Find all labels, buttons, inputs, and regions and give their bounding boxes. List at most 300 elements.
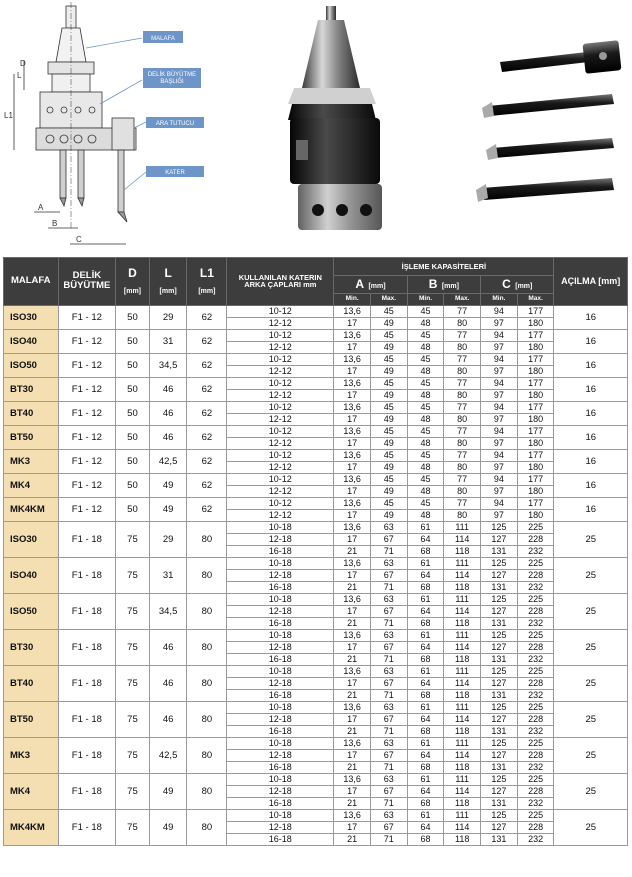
cell-malafa: BT30 xyxy=(4,377,59,401)
cell-c-max: 228 xyxy=(517,821,554,833)
cell-malafa: BT40 xyxy=(4,401,59,425)
cell-a-max: 67 xyxy=(370,749,407,761)
cell-b-max: 118 xyxy=(444,797,481,809)
header-isleme-kapasiteleri: İŞLEME KAPASİTELERİ xyxy=(334,258,554,276)
cell-c-min: 131 xyxy=(481,725,518,737)
cell-c-min: 127 xyxy=(481,713,518,725)
cell-acilma: 25 xyxy=(554,773,628,809)
cell-b-max: 118 xyxy=(444,833,481,845)
cell-a-min: 17 xyxy=(334,569,371,581)
cell-b-min: 45 xyxy=(407,377,444,389)
table-row xyxy=(4,305,628,317)
cell-a-max: 67 xyxy=(370,641,407,653)
cell-c-min: 131 xyxy=(481,581,518,593)
cell-delik-buyutme: F1 - 18 xyxy=(58,773,116,809)
cell-l1: 62 xyxy=(187,377,227,401)
cell-malafa: BT40 xyxy=(4,665,59,701)
cell-c-min: 94 xyxy=(481,473,518,485)
cell-acilma: 25 xyxy=(554,701,628,737)
cell-a-min: 13,6 xyxy=(334,425,371,437)
dim-label-b: B xyxy=(52,219,58,228)
cell-a-max: 63 xyxy=(370,809,407,821)
cell-kater-cap: 10-18 xyxy=(227,737,334,749)
cell-b-max: 77 xyxy=(444,305,481,317)
cell-c-min: 97 xyxy=(481,341,518,353)
cell-b-max: 111 xyxy=(444,629,481,641)
cell-l1: 62 xyxy=(187,425,227,449)
cell-a-min: 13,6 xyxy=(334,377,371,389)
cell-a-max: 67 xyxy=(370,569,407,581)
cell-c-min: 94 xyxy=(481,401,518,413)
cell-a-min: 21 xyxy=(334,725,371,737)
cell-c-max: 177 xyxy=(517,377,554,389)
cell-c-min: 97 xyxy=(481,437,518,449)
cell-kater-cap: 12-12 xyxy=(227,365,334,377)
cell-a-max: 63 xyxy=(370,557,407,569)
cell-d: 75 xyxy=(116,737,150,773)
cell-kater-cap: 10-18 xyxy=(227,629,334,641)
cell-b-max: 77 xyxy=(444,329,481,341)
header-l xyxy=(149,258,187,306)
cell-acilma: 16 xyxy=(554,353,628,377)
table-row xyxy=(4,401,628,413)
table-row xyxy=(4,497,628,509)
cell-b-min: 68 xyxy=(407,725,444,737)
cell-b-min: 45 xyxy=(407,329,444,341)
cell-c-min: 127 xyxy=(481,641,518,653)
cell-a-max: 71 xyxy=(370,653,407,665)
cell-a-min: 17 xyxy=(334,533,371,545)
header-c-min: Min. xyxy=(481,293,518,305)
cell-c-max: 180 xyxy=(517,461,554,473)
cell-c-min: 97 xyxy=(481,317,518,329)
cell-c-max: 177 xyxy=(517,353,554,365)
callout-delik-buyutme-text: DELİK BÜYÜTME BAŞLIĞI xyxy=(147,72,197,85)
cell-c-max: 228 xyxy=(517,749,554,761)
cell-c-min: 125 xyxy=(481,557,518,569)
cell-b-max: 111 xyxy=(444,773,481,785)
header-d-label: D xyxy=(128,265,137,280)
header-acilma: AÇILMA [mm] xyxy=(554,258,628,306)
cell-a-min: 21 xyxy=(334,653,371,665)
cell-c-min: 97 xyxy=(481,413,518,425)
cell-c-max: 232 xyxy=(517,797,554,809)
cell-a-min: 17 xyxy=(334,485,371,497)
cell-delik-buyutme: F1 - 18 xyxy=(58,665,116,701)
header-b-max: Max. xyxy=(444,293,481,305)
cell-c-min: 127 xyxy=(481,569,518,581)
cell-acilma: 16 xyxy=(554,449,628,473)
cell-a-max: 49 xyxy=(370,317,407,329)
cell-b-min: 48 xyxy=(407,317,444,329)
cell-d: 50 xyxy=(116,401,150,425)
table-row xyxy=(4,521,628,533)
cell-c-max: 232 xyxy=(517,653,554,665)
cell-a-max: 71 xyxy=(370,545,407,557)
cell-b-min: 61 xyxy=(407,629,444,641)
cell-c-min: 127 xyxy=(481,605,518,617)
cell-c-min: 125 xyxy=(481,629,518,641)
cell-c-max: 180 xyxy=(517,365,554,377)
cell-b-min: 64 xyxy=(407,785,444,797)
cell-a-min: 17 xyxy=(334,461,371,473)
cell-l: 42,5 xyxy=(149,449,187,473)
callout-ara-tutucu xyxy=(146,117,204,128)
cell-l: 29 xyxy=(149,521,187,557)
cell-a-max: 45 xyxy=(370,497,407,509)
header-l1-label: L1 xyxy=(199,265,214,280)
cell-c-max: 232 xyxy=(517,617,554,629)
cell-b-max: 111 xyxy=(444,737,481,749)
cell-b-max: 77 xyxy=(444,377,481,389)
cell-b-max: 80 xyxy=(444,437,481,449)
cell-b-max: 114 xyxy=(444,821,481,833)
cell-a-max: 45 xyxy=(370,329,407,341)
cell-delik-buyutme: F1 - 12 xyxy=(58,473,116,497)
cell-a-min: 13,6 xyxy=(334,353,371,365)
cell-c-min: 125 xyxy=(481,737,518,749)
cell-a-max: 67 xyxy=(370,677,407,689)
cell-a-min: 17 xyxy=(334,713,371,725)
cell-c-max: 232 xyxy=(517,581,554,593)
callout-malafa-text: MALAFA xyxy=(151,36,175,42)
dim-label-a: A xyxy=(38,203,44,212)
cell-a-min: 13,6 xyxy=(334,449,371,461)
cell-delik-buyutme: F1 - 18 xyxy=(58,809,116,845)
header-delik-buyutme: DELİK BÜYÜTME xyxy=(58,258,116,306)
cell-b-min: 48 xyxy=(407,509,444,521)
cell-b-max: 80 xyxy=(444,341,481,353)
header-c-unit: [mm] xyxy=(515,283,533,290)
cell-delik-buyutme: F1 - 12 xyxy=(58,449,116,473)
cell-b-min: 48 xyxy=(407,461,444,473)
cell-kater-cap: 12-18 xyxy=(227,641,334,653)
cell-a-min: 13,6 xyxy=(334,497,371,509)
cell-kater-cap: 10-18 xyxy=(227,557,334,569)
cell-l: 46 xyxy=(149,629,187,665)
cell-c-min: 131 xyxy=(481,617,518,629)
cell-b-max: 114 xyxy=(444,749,481,761)
cell-delik-buyutme: F1 - 12 xyxy=(58,425,116,449)
callout-kater xyxy=(146,166,204,177)
header-a-min: Min. xyxy=(334,293,371,305)
cell-c-max: 177 xyxy=(517,329,554,341)
cell-b-max: 111 xyxy=(444,701,481,713)
cell-a-max: 45 xyxy=(370,425,407,437)
cell-l: 46 xyxy=(149,665,187,701)
cell-a-max: 63 xyxy=(370,665,407,677)
table-row xyxy=(4,593,628,605)
cell-b-min: 45 xyxy=(407,497,444,509)
cell-a-max: 63 xyxy=(370,521,407,533)
cell-c-max: 180 xyxy=(517,437,554,449)
cell-acilma: 25 xyxy=(554,809,628,845)
cell-acilma: 16 xyxy=(554,329,628,353)
cell-c-max: 228 xyxy=(517,533,554,545)
cell-kater-cap: 12-18 xyxy=(227,713,334,725)
cell-malafa: ISO30 xyxy=(4,521,59,557)
dim-label-d: D xyxy=(20,59,26,68)
cell-c-max: 180 xyxy=(517,317,554,329)
cell-kater-cap: 16-18 xyxy=(227,725,334,737)
header-l1 xyxy=(187,258,227,306)
cell-b-max: 114 xyxy=(444,713,481,725)
cell-l1: 62 xyxy=(187,305,227,329)
cell-b-min: 68 xyxy=(407,581,444,593)
cell-l: 49 xyxy=(149,497,187,521)
cell-b-min: 61 xyxy=(407,773,444,785)
cell-b-max: 80 xyxy=(444,509,481,521)
cell-a-max: 67 xyxy=(370,605,407,617)
cell-d: 50 xyxy=(116,329,150,353)
cell-a-max: 45 xyxy=(370,473,407,485)
cell-b-min: 64 xyxy=(407,749,444,761)
cell-b-max: 118 xyxy=(444,689,481,701)
cell-d: 75 xyxy=(116,773,150,809)
cell-acilma: 16 xyxy=(554,473,628,497)
cell-b-max: 77 xyxy=(444,473,481,485)
cell-c-min: 94 xyxy=(481,353,518,365)
cell-l1: 80 xyxy=(187,629,227,665)
cell-b-max: 80 xyxy=(444,317,481,329)
cell-l: 46 xyxy=(149,377,187,401)
cell-kater-cap: 12-18 xyxy=(227,677,334,689)
cell-kater-cap: 10-12 xyxy=(227,473,334,485)
header-l-unit: [mm] xyxy=(159,288,177,296)
cell-c-max: 180 xyxy=(517,341,554,353)
cell-d: 50 xyxy=(116,353,150,377)
cell-b-min: 48 xyxy=(407,413,444,425)
cell-b-max: 80 xyxy=(444,389,481,401)
cell-kater-cap: 12-18 xyxy=(227,785,334,797)
cell-delik-buyutme: F1 - 18 xyxy=(58,737,116,773)
cell-b-min: 48 xyxy=(407,341,444,353)
cell-c-max: 232 xyxy=(517,725,554,737)
cell-b-min: 45 xyxy=(407,305,444,317)
cell-c-max: 225 xyxy=(517,665,554,677)
cell-delik-buyutme: F1 - 18 xyxy=(58,557,116,593)
cell-kater-cap: 16-18 xyxy=(227,617,334,629)
cell-c-max: 225 xyxy=(517,557,554,569)
header-a-unit: [mm] xyxy=(368,283,386,290)
cell-a-max: 63 xyxy=(370,593,407,605)
cell-a-max: 67 xyxy=(370,785,407,797)
table-row xyxy=(4,377,628,389)
cell-a-min: 13,6 xyxy=(334,773,371,785)
cell-b-max: 77 xyxy=(444,353,481,365)
table-row xyxy=(4,773,628,785)
cell-c-min: 97 xyxy=(481,461,518,473)
cell-a-min: 21 xyxy=(334,545,371,557)
header-a xyxy=(334,276,407,294)
cell-c-max: 232 xyxy=(517,545,554,557)
cell-kater-cap: 16-18 xyxy=(227,761,334,773)
cell-l1: 62 xyxy=(187,497,227,521)
cell-c-max: 228 xyxy=(517,713,554,725)
cell-d: 50 xyxy=(116,305,150,329)
cell-c-min: 125 xyxy=(481,521,518,533)
cell-kater-cap: 10-12 xyxy=(227,377,334,389)
cell-a-min: 13,6 xyxy=(334,521,371,533)
cell-kater-cap: 12-12 xyxy=(227,485,334,497)
cell-kater-cap: 10-18 xyxy=(227,773,334,785)
cell-malafa: MK4KM xyxy=(4,497,59,521)
cell-c-min: 131 xyxy=(481,833,518,845)
header-a-label: A xyxy=(355,277,365,291)
cell-c-min: 131 xyxy=(481,689,518,701)
header-b-label: B xyxy=(428,277,438,291)
cell-c-max: 177 xyxy=(517,401,554,413)
cell-l1: 80 xyxy=(187,665,227,701)
cell-b-max: 114 xyxy=(444,785,481,797)
header-d-unit: [mm] xyxy=(123,288,142,296)
cell-b-min: 45 xyxy=(407,401,444,413)
cell-b-max: 114 xyxy=(444,533,481,545)
cell-b-max: 118 xyxy=(444,545,481,557)
cell-a-min: 21 xyxy=(334,689,371,701)
cell-b-max: 118 xyxy=(444,581,481,593)
cell-c-min: 131 xyxy=(481,797,518,809)
cell-b-max: 80 xyxy=(444,365,481,377)
cell-d: 75 xyxy=(116,809,150,845)
cell-a-min: 13,6 xyxy=(334,665,371,677)
cell-kater-cap: 12-18 xyxy=(227,821,334,833)
cell-l: 46 xyxy=(149,401,187,425)
cell-acilma: 16 xyxy=(554,425,628,449)
cell-c-max: 228 xyxy=(517,785,554,797)
cell-a-max: 45 xyxy=(370,305,407,317)
cell-a-max: 63 xyxy=(370,629,407,641)
cell-a-max: 45 xyxy=(370,401,407,413)
cell-b-min: 61 xyxy=(407,737,444,749)
cell-a-max: 49 xyxy=(370,509,407,521)
cell-c-min: 97 xyxy=(481,509,518,521)
boring-head-photo xyxy=(288,6,382,230)
cell-malafa: ISO40 xyxy=(4,557,59,593)
cell-a-max: 45 xyxy=(370,353,407,365)
cell-l: 46 xyxy=(149,701,187,737)
cell-b-max: 77 xyxy=(444,425,481,437)
cell-acilma: 25 xyxy=(554,737,628,773)
cell-a-min: 21 xyxy=(334,761,371,773)
cell-c-min: 94 xyxy=(481,377,518,389)
cell-b-min: 68 xyxy=(407,761,444,773)
cell-a-min: 17 xyxy=(334,509,371,521)
cell-kater-cap: 16-18 xyxy=(227,581,334,593)
header-c-label: C xyxy=(502,277,511,291)
header-c xyxy=(481,276,554,294)
cell-a-max: 67 xyxy=(370,533,407,545)
cell-a-max: 71 xyxy=(370,833,407,845)
cell-delik-buyutme: F1 - 18 xyxy=(58,629,116,665)
cell-b-max: 80 xyxy=(444,461,481,473)
cell-kater-cap: 16-18 xyxy=(227,653,334,665)
cell-c-max: 225 xyxy=(517,593,554,605)
cell-l1: 62 xyxy=(187,449,227,473)
cell-b-min: 48 xyxy=(407,389,444,401)
cell-a-min: 17 xyxy=(334,605,371,617)
cell-kater-cap: 12-12 xyxy=(227,341,334,353)
cell-b-min: 45 xyxy=(407,449,444,461)
cell-l: 34,5 xyxy=(149,593,187,629)
cell-c-max: 180 xyxy=(517,389,554,401)
cell-b-max: 111 xyxy=(444,521,481,533)
cell-kater-cap: 16-18 xyxy=(227,833,334,845)
cell-c-min: 97 xyxy=(481,389,518,401)
cell-acilma: 16 xyxy=(554,377,628,401)
cell-b-min: 45 xyxy=(407,353,444,365)
cell-b-max: 80 xyxy=(444,413,481,425)
cell-b-max: 111 xyxy=(444,665,481,677)
cell-b-min: 64 xyxy=(407,713,444,725)
cell-a-min: 13,6 xyxy=(334,737,371,749)
cell-kater-cap: 12-12 xyxy=(227,437,334,449)
cell-kater-cap: 10-12 xyxy=(227,353,334,365)
dim-label-l1: L1 xyxy=(4,111,13,120)
cell-a-min: 21 xyxy=(334,617,371,629)
cell-d: 75 xyxy=(116,701,150,737)
cell-d: 50 xyxy=(116,425,150,449)
cell-c-max: 177 xyxy=(517,449,554,461)
cell-d: 75 xyxy=(116,665,150,701)
cell-l1: 80 xyxy=(187,701,227,737)
boring-bars-photo xyxy=(476,40,621,202)
cell-b-min: 61 xyxy=(407,593,444,605)
cell-acilma: 25 xyxy=(554,521,628,557)
cell-d: 75 xyxy=(116,557,150,593)
cell-kater-cap: 10-12 xyxy=(227,329,334,341)
cell-kater-cap: 12-12 xyxy=(227,389,334,401)
cell-a-min: 13,6 xyxy=(334,809,371,821)
cell-l: 31 xyxy=(149,329,187,353)
cell-a-max: 49 xyxy=(370,413,407,425)
cell-b-max: 77 xyxy=(444,497,481,509)
product-illustrations xyxy=(0,0,632,255)
cell-kater-cap: 12-18 xyxy=(227,749,334,761)
cell-c-max: 228 xyxy=(517,605,554,617)
cell-acilma: 25 xyxy=(554,629,628,665)
cell-c-max: 228 xyxy=(517,569,554,581)
cell-delik-buyutme: F1 - 12 xyxy=(58,353,116,377)
cell-malafa: BT30 xyxy=(4,629,59,665)
cell-l: 49 xyxy=(149,473,187,497)
cell-acilma: 16 xyxy=(554,497,628,521)
cell-malafa: ISO30 xyxy=(4,305,59,329)
callout-malafa xyxy=(143,31,183,43)
cell-a-min: 17 xyxy=(334,821,371,833)
cell-a-max: 63 xyxy=(370,701,407,713)
cell-a-max: 49 xyxy=(370,485,407,497)
technical-drawing xyxy=(14,2,136,244)
cell-kater-cap: 16-18 xyxy=(227,545,334,557)
cell-b-max: 118 xyxy=(444,617,481,629)
cell-a-min: 17 xyxy=(334,413,371,425)
cell-l1: 80 xyxy=(187,773,227,809)
cell-c-max: 228 xyxy=(517,641,554,653)
cell-b-max: 114 xyxy=(444,641,481,653)
header-malafa: MALAFA xyxy=(4,258,59,306)
cell-c-min: 125 xyxy=(481,701,518,713)
cell-a-min: 13,6 xyxy=(334,557,371,569)
cell-a-min: 13,6 xyxy=(334,473,371,485)
cell-b-min: 68 xyxy=(407,617,444,629)
cell-b-min: 68 xyxy=(407,545,444,557)
cell-a-max: 49 xyxy=(370,389,407,401)
header-kullanilan: KULLANILAN KATERIN ARKA ÇAPLARI mm xyxy=(227,258,334,306)
cell-l1: 80 xyxy=(187,809,227,845)
cell-b-min: 64 xyxy=(407,605,444,617)
cell-kater-cap: 10-12 xyxy=(227,425,334,437)
